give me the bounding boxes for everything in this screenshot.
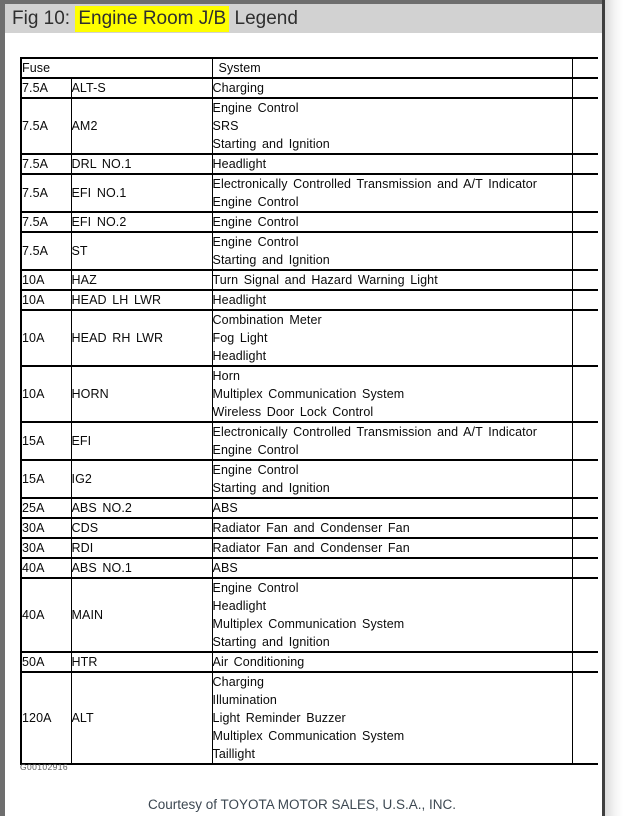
fuse-amperage: 7.5A	[21, 78, 71, 98]
fuse-amperage: 7.5A	[21, 174, 71, 212]
system-line: SRS	[212, 119, 239, 133]
system-line: Charging	[212, 81, 265, 95]
fuse-row	[21, 498, 598, 518]
fuse-row	[21, 154, 598, 174]
fuse-amperage: 15A	[21, 460, 71, 498]
fuse-row	[21, 78, 598, 98]
scan-overhang-cell	[572, 498, 598, 518]
scan-overhang-cell	[572, 232, 598, 270]
figure-code: G00102916	[20, 762, 69, 772]
fuse-amperage: 7.5A	[21, 232, 71, 270]
fuse-row	[21, 212, 598, 232]
fuse-name: EFI	[71, 422, 212, 460]
scan-overhang-cell	[572, 518, 598, 538]
column-header-fuse: Fuse	[21, 58, 212, 78]
page-frame-left	[0, 0, 5, 816]
fuse-systems	[212, 98, 572, 154]
scan-overhang-cell	[572, 58, 598, 78]
fuse-row	[21, 290, 598, 310]
fuse-amperage: 15A	[21, 422, 71, 460]
fuse-systems	[212, 460, 572, 498]
fuse-name: CDS	[71, 518, 212, 538]
fuse-systems	[212, 518, 572, 538]
system-line: Taillight	[212, 747, 256, 761]
fuse-systems	[212, 578, 572, 652]
scan-overhang-cell	[572, 422, 598, 460]
fuse-systems	[212, 538, 572, 558]
fuse-name: ABS NO.1	[71, 558, 212, 578]
fuse-systems	[212, 366, 572, 422]
fuse-amperage: 30A	[21, 538, 71, 558]
fuse-name: ST	[71, 232, 212, 270]
fuse-row	[21, 310, 598, 366]
fuse-amperage: 10A	[21, 366, 71, 422]
system-line: Engine Control	[212, 101, 299, 115]
fuse-table-body	[21, 78, 598, 764]
scan-overhang-cell	[572, 174, 598, 212]
system-line: Horn	[212, 369, 241, 383]
system-line: Starting and Ignition	[212, 253, 330, 267]
scan-overhang-cell	[572, 98, 598, 154]
system-line: ABS	[212, 501, 238, 515]
system-line: ABS	[212, 561, 238, 575]
fuse-systems	[212, 498, 572, 518]
system-line: Engine Control	[212, 463, 299, 477]
system-line: Engine Control	[212, 235, 299, 249]
figure-title-bar	[5, 4, 602, 33]
scan-overhang-cell	[572, 366, 598, 422]
fuse-name: DRL NO.1	[71, 154, 212, 174]
fuse-row	[21, 558, 598, 578]
system-line: Engine Control	[212, 581, 299, 595]
fuse-row	[21, 460, 598, 498]
system-line: Turn Signal and Hazard Warning Light	[212, 273, 438, 287]
fuse-systems	[212, 270, 572, 290]
fuse-systems	[212, 154, 572, 174]
system-line: Radiator Fan and Condenser Fan	[212, 541, 410, 555]
fuse-name: HAZ	[71, 270, 212, 290]
system-line: Engine Control	[212, 215, 299, 229]
fuse-amperage: 10A	[21, 290, 71, 310]
fuse-systems	[212, 232, 572, 270]
fuse-amperage: 120A	[21, 672, 71, 764]
system-line: Combination Meter	[212, 313, 322, 327]
system-line: Multiplex Communication System	[212, 617, 405, 631]
fuse-amperage: 10A	[21, 270, 71, 290]
system-line: Starting and Ignition	[212, 635, 330, 649]
system-line: Headlight	[212, 599, 267, 613]
fuse-name: HORN	[71, 366, 212, 422]
fuse-name: HEAD LH LWR	[71, 290, 212, 310]
scan-overhang-cell	[572, 672, 598, 764]
figure-title-highlight: Engine Room J/B	[75, 6, 229, 32]
fuse-row	[21, 652, 598, 672]
fuse-systems	[212, 174, 572, 212]
page-right-gutter	[605, 0, 623, 816]
system-line: Light Reminder Buzzer	[212, 711, 346, 725]
fuse-name: IG2	[71, 460, 212, 498]
system-line: Illumination	[212, 693, 277, 707]
scan-overhang-cell	[572, 558, 598, 578]
fuse-row	[21, 174, 598, 212]
figure-title-prefix: Fig 10:	[12, 7, 76, 29]
fuse-systems	[212, 652, 572, 672]
fuse-row	[21, 366, 598, 422]
fuse-systems	[212, 290, 572, 310]
fuse-row	[21, 232, 598, 270]
system-line: Fog Light	[212, 331, 268, 345]
fuse-amperage: 25A	[21, 498, 71, 518]
system-line: Charging	[212, 675, 265, 689]
fuse-amperage: 40A	[21, 558, 71, 578]
scan-overhang-cell	[572, 78, 598, 98]
system-line: Headlight	[212, 349, 267, 363]
system-line: Engine Control	[212, 443, 299, 457]
fuse-name: MAIN	[71, 578, 212, 652]
fuse-amperage: 40A	[21, 578, 71, 652]
scan-overhang-cell	[572, 460, 598, 498]
header-row	[21, 58, 598, 78]
fuse-row	[21, 518, 598, 538]
fuse-name: HEAD RH LWR	[71, 310, 212, 366]
fuse-systems	[212, 212, 572, 232]
fuse-row	[21, 538, 598, 558]
system-line: Multiplex Communication System	[212, 387, 405, 401]
system-line: Electronically Controlled Transmission and A/T Indicator	[212, 425, 538, 439]
fuse-name: EFI NO.2	[71, 212, 212, 232]
fuse-systems	[212, 78, 572, 98]
fuse-row	[21, 422, 598, 460]
system-line: Engine Control	[212, 195, 299, 209]
fuse-row	[21, 98, 598, 154]
system-line: Headlight	[212, 293, 267, 307]
fuse-amperage: 10A	[21, 310, 71, 366]
scan-overhang-cell	[572, 310, 598, 366]
fuse-name: EFI NO.1	[71, 174, 212, 212]
fuse-amperage: 7.5A	[21, 154, 71, 174]
fuse-row	[21, 672, 598, 764]
scan-overhang-cell	[572, 270, 598, 290]
fuse-systems	[212, 558, 572, 578]
system-line: Multiplex Communication System	[212, 729, 405, 743]
fuse-systems	[212, 310, 572, 366]
system-line: Headlight	[212, 157, 267, 171]
fuse-name: ABS NO.2	[71, 498, 212, 518]
fuse-name: AM2	[71, 98, 212, 154]
scan-overhang-cell	[572, 652, 598, 672]
system-line: Wireless Door Lock Control	[212, 405, 374, 419]
scan-overhang-cell	[572, 154, 598, 174]
fuse-row	[21, 270, 598, 290]
system-line: Radiator Fan and Condenser Fan	[212, 521, 410, 535]
column-header-system: System	[212, 58, 572, 78]
fuse-name: RDI	[71, 538, 212, 558]
system-line: Electronically Controlled Transmission and A/T Indicator	[212, 177, 538, 191]
fuse-row	[21, 578, 598, 652]
fuse-amperage: 30A	[21, 518, 71, 538]
courtesy-footer: Courtesy of TOYOTA MOTOR SALES, U.S.A., INC.	[147, 797, 457, 812]
fuse-systems	[212, 422, 572, 460]
fuse-amperage: 7.5A	[21, 212, 71, 232]
fuse-name: ALT-S	[71, 78, 212, 98]
scan-overhang-cell	[572, 538, 598, 558]
figure-title-suffix: Legend	[229, 7, 298, 29]
system-line: Starting and Ignition	[212, 481, 330, 495]
fuse-systems	[212, 672, 572, 764]
fuse-legend-table	[20, 57, 598, 765]
fuse-name: HTR	[71, 652, 212, 672]
scan-overhang-cell	[572, 290, 598, 310]
system-line: Air Conditioning	[212, 655, 305, 669]
fuse-name: ALT	[71, 672, 212, 764]
scan-overhang-cell	[572, 578, 598, 652]
scan-overhang-cell	[572, 212, 598, 232]
fuse-amperage: 7.5A	[21, 98, 71, 154]
fuse-amperage: 50A	[21, 652, 71, 672]
system-line: Starting and Ignition	[212, 137, 330, 151]
